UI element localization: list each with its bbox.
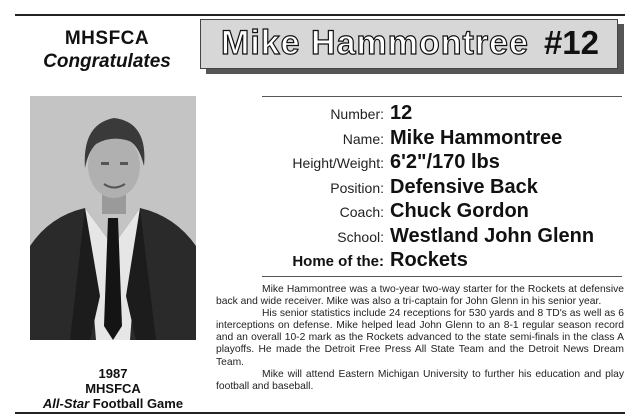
info-label: Position: <box>330 179 384 196</box>
info-bottom-divider <box>262 276 622 277</box>
info-value: Defensive Back <box>390 175 538 198</box>
event-org: MHSFCA <box>85 381 141 396</box>
bio-paragraph: Mike will attend Eastern Michigan University to further his education and play football and baseball. <box>216 368 624 392</box>
info-value: Mike Hammontree <box>390 126 563 149</box>
bottom-rule <box>15 412 625 414</box>
top-rule <box>15 14 625 16</box>
player-bio <box>216 284 624 393</box>
bio-paragraph: Mike Hammontree was a two-year two-way starter for the Rockets at defensive back and wide receiver. Mike was also a tri-captain for John Glenn in his senior year. <box>216 284 624 308</box>
congrats-org: MHSFCA <box>64 28 150 49</box>
info-label: Name: <box>342 130 384 147</box>
info-label: School: <box>337 228 384 245</box>
info-row-height-weight <box>236 151 626 176</box>
info-top-divider <box>262 96 622 97</box>
congrats-text: Congratulates <box>43 51 171 72</box>
name-banner <box>200 19 618 69</box>
event-game: Football Game <box>92 396 184 411</box>
info-value: Westland John Glenn <box>390 224 595 247</box>
info-value: 12 <box>390 102 413 124</box>
bio-paragraph: His senior statistics include 24 receptions for 530 yards and 8 TD's as well as 6 interceptions on defense. Mike helped lead John Glenn to an 8-1 regular season record and an overall 10-2 mark as the Rockets advanced to the state semi-finals in the class A playoffs. He made the Detroit Free Press All State Team and the Detroit News Dream Team. <box>216 308 624 368</box>
banner-jersey-number: #12 <box>543 24 599 61</box>
info-label: Home of the: <box>292 253 384 270</box>
banner-player-name: Mike Hammontree <box>221 24 529 62</box>
info-label: Coach: <box>339 204 384 220</box>
info-label: Height/Weight: <box>292 155 384 171</box>
congrats-block <box>18 28 196 74</box>
event-allstar: All-Star <box>42 396 90 411</box>
player-photo <box>30 96 196 340</box>
info-row-coach <box>236 200 626 225</box>
event-title <box>30 396 196 411</box>
info-row-school <box>236 225 626 250</box>
info-row-position <box>236 176 626 201</box>
info-value: Chuck Gordon <box>390 200 529 222</box>
event-caption <box>30 366 196 411</box>
info-label: Number: <box>330 106 384 122</box>
player-info-table <box>236 102 626 274</box>
event-year: 1987 <box>98 366 128 381</box>
info-row-home <box>236 249 626 274</box>
info-row-name <box>236 127 626 152</box>
info-value: Rockets <box>390 249 468 271</box>
info-row-number <box>236 102 626 127</box>
info-value: 6'2"/170 lbs <box>390 151 500 173</box>
